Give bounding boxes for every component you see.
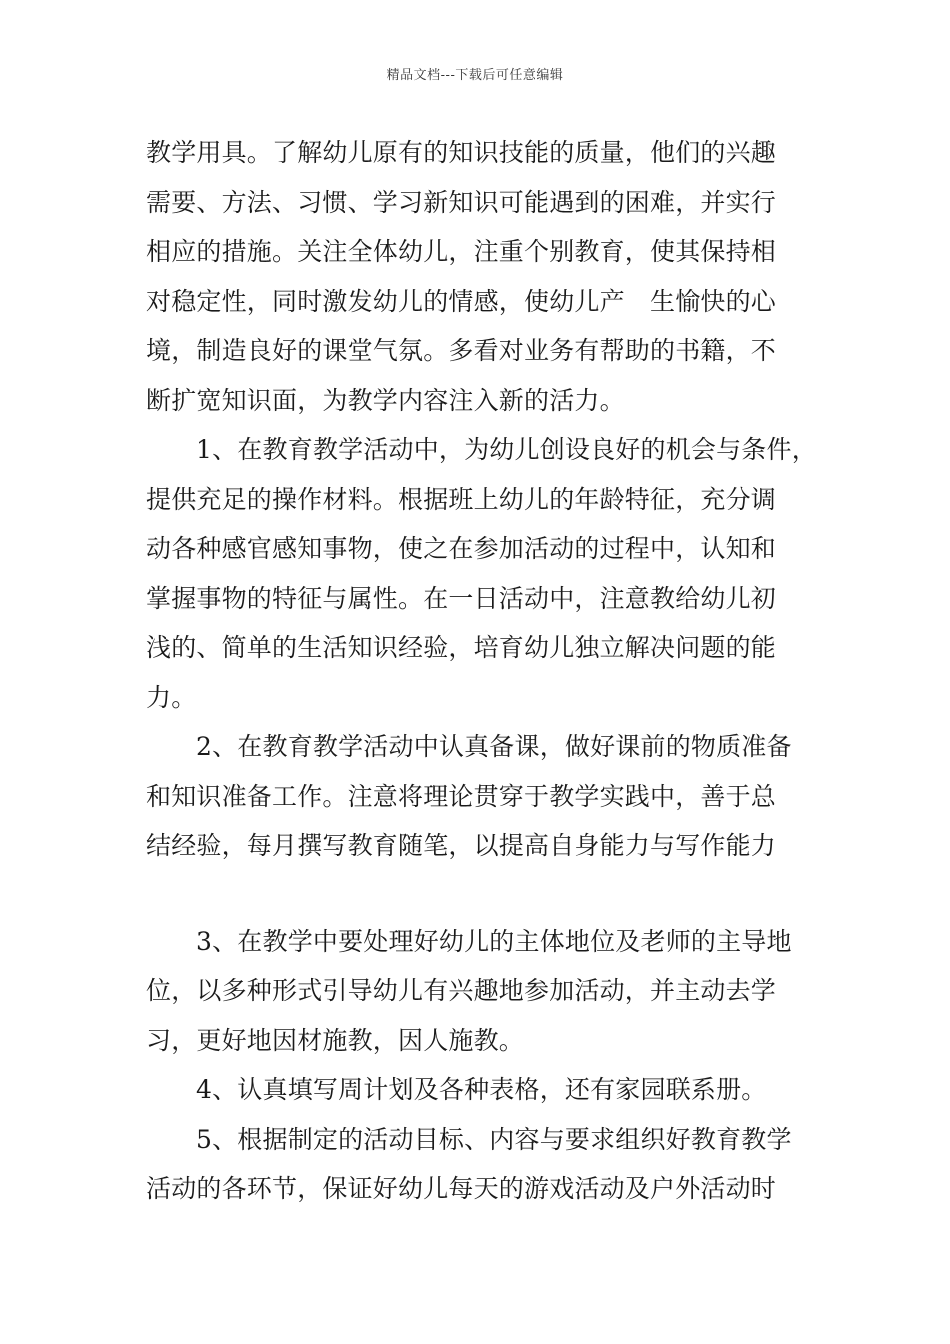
text-line: 掌握事物的特征与属性。在一日活动中，注意教给幼儿初 (146, 583, 777, 613)
text-line: 浅的、简单的生活知识经验，培育幼儿独立解决问题的能 (146, 633, 777, 662)
text-line: 力。 (146, 682, 197, 712)
paragraph-item-2 (146, 722, 836, 871)
paragraph-item-5 (146, 1115, 836, 1214)
text-line: 断扩宽知识面，为教学内容注入新的活力。 (146, 385, 625, 415)
text-line: 动各种感官感知事物，使之在参加活动的过程中，认知和 (146, 534, 777, 563)
text-line: 2、在教育教学活动中认真备课，做好课前的物质准备 (196, 732, 792, 761)
text-line: 3、在教学中要处理好幼儿的主体地位及老师的主导地 (196, 926, 792, 956)
text-line: 提供充足的操作材料。根据班上幼儿的年龄特征，充分调 (146, 484, 777, 514)
text-line: 4、认真填写周计划及各种表格，还有家园联系册。 (196, 1075, 767, 1104)
document-body (146, 128, 836, 1214)
text-line: 习，更好地因材施教，因人施教。 (146, 1025, 525, 1055)
paragraph-gap (146, 871, 836, 917)
paragraph-item-3 (146, 917, 836, 1066)
text-line: 活动的各环节，保证好幼儿每天的游戏活动及户外活动时 (146, 1174, 777, 1203)
text-line: 5、根据制定的活动目标、内容与要求组织好教育教学 (196, 1124, 792, 1154)
text-line: 1、在教育教学活动中，为幼儿创设良好的机会与条件， (196, 435, 817, 464)
paragraph-item-1 (146, 425, 836, 722)
text-line: 对稳定性，同时激发幼儿的情感，使幼儿产 生愉快的心 (146, 286, 777, 316)
text-line: 结经验，每月撰写教育随笔，以提高自身能力与写作能力 (146, 831, 777, 860)
text-line: 需要、方法、习惯、学习新知识可能遇到的困难，并实行 (146, 187, 777, 217)
text-line: 相应的措施。关注全体幼儿，注重个别教育，使其保持相 (146, 237, 777, 266)
text-line: 境，制造良好的课堂气氛。多看对业务有帮助的书籍，不 (146, 336, 777, 365)
text-line: 位，以多种形式引导幼儿有兴趣地参加活动，并主动去学 (146, 976, 777, 1005)
paragraph-1 (146, 128, 836, 425)
text-line: 教学用具。了解幼儿原有的知识技能的质量，他们的兴趣 (146, 138, 777, 167)
page-header: 精品文档---下载后可任意编辑 (386, 68, 564, 83)
paragraph-item-4 (146, 1065, 836, 1115)
text-line: 和知识准备工作。注意将理论贯穿于教学实践中，善于总 (146, 781, 777, 811)
